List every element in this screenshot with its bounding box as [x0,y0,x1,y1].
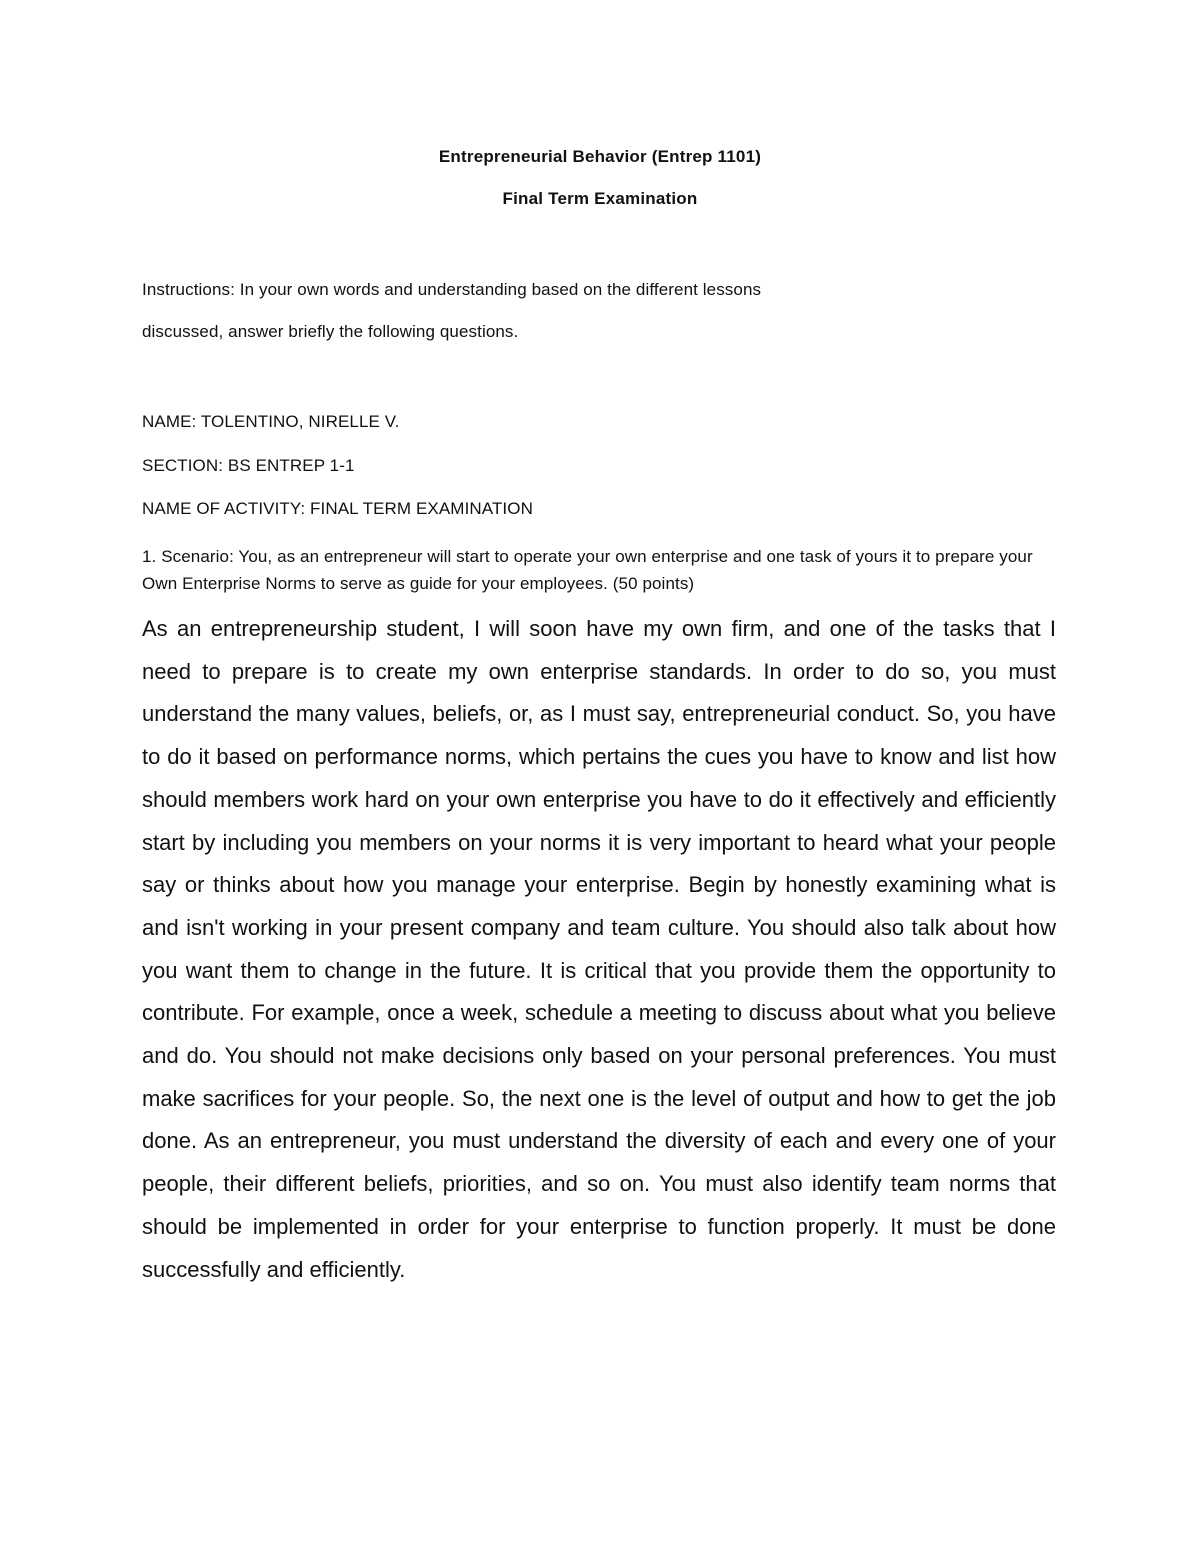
activity-name: NAME OF ACTIVITY: FINAL TERM EXAMINATION [142,499,533,518]
instructions-line-1: Instructions: In your own words and understanding based on the different lessons [142,280,762,299]
instructions-line-2: discussed, answer briefly the following questions. [142,322,519,341]
answer-paragraph: As an entrepreneurship student, I will soon have my own firm, and one of the tasks that I need to prepare is to create my own enterprise standards. In order to do so, you must understand the many values, beliefs, or, as I must say, entrepreneurial conduct. So, you have to do it based on performance norms, which pertains the cues you have to know and list how should members work hard on your own enterprise you have to do it effectively and efficiently start by including you members on your norms it is very important to heard what your people say or thinks about how you manage your enterprise. Begin by honestly examining what is and isn't working in your present company and team culture. You should also talk about how you want them to change in the future. It is critical that you provide them the opportunity to contribute. For example, once a week, schedule a meeting to discuss about what you believe and do. You should not make decisions only based on your personal preferences. You must make sacrifices for your people. So, the next one is the level of output and how to get the job done. As an entrepreneur, you must understand the diversity of each and every one of your people, their different beliefs, priorities, and so on. You must also identify team norms that should be implemented in order for your enterprise to function properly. It must be done successfully and efficiently. [142,616,1056,1282]
document-subtitle: Final Term Examination [502,189,698,208]
document-title: Entrepreneurial Behavior (Entrep 1101) [438,147,762,166]
question-1: 1. Scenario: You, as an entrepreneur will start to operate your own enterprise and one task of yours it to prepare your Own Enterprise Norms to serve as guide for your employees. (50 points) [142,547,1033,593]
student-name: NAME: TOLENTINO, NIRELLE V. [142,412,400,431]
student-section: SECTION: BS ENTREP 1-1 [142,456,355,475]
